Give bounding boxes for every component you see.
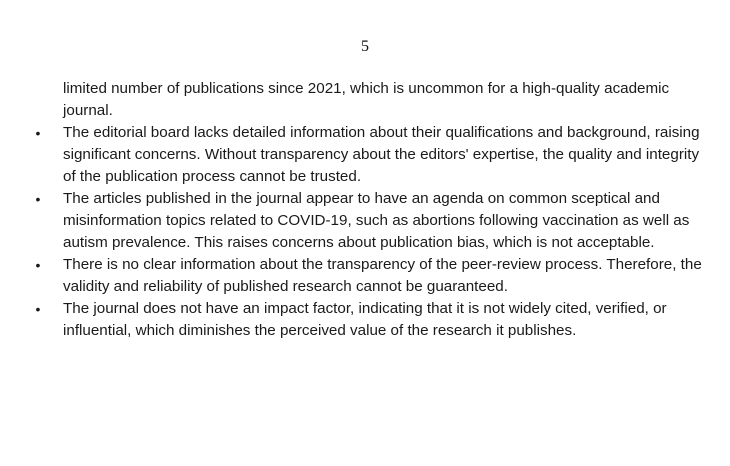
bullet-text: There is no clear information about the transparency of the peer-review process. Therefore, the validity and reliability of published research cannot be guaranteed. — [63, 256, 702, 295]
bullet-icon: • — [35, 301, 41, 317]
bullet-icon: • — [35, 125, 41, 141]
bullet-text: The editorial board lacks detailed information about their qualifications and background, raising significant concerns. Without transparency about the editors' expertise, the quality and integrity of the publication process cannot be trusted. — [63, 124, 700, 185]
bullet-icon: • — [35, 191, 41, 207]
page-number: 5 — [361, 38, 369, 55]
continuation-paragraph: limited number of publications since 2021, which is uncommon for a high-quality academic journal. — [63, 80, 670, 119]
document-body — [35, 78, 703, 342]
list-item — [35, 122, 703, 188]
bullet-text: The articles published in the journal appear to have an agenda on common sceptical and misinformation topics related to COVID-19, such as abortions following vaccination as well as autism prevalence. This raises concerns about publication bias, which is not acceptable. — [63, 190, 690, 251]
bullet-icon: • — [35, 257, 41, 273]
bullet-text: The journal does not have an impact factor, indicating that it is not widely cited, verified, or influential, which diminishes the perceived value of the research it publishes. — [63, 300, 667, 339]
list-item — [35, 188, 703, 254]
list-item — [35, 254, 703, 298]
bullet-list — [35, 122, 703, 342]
list-item — [35, 298, 703, 342]
